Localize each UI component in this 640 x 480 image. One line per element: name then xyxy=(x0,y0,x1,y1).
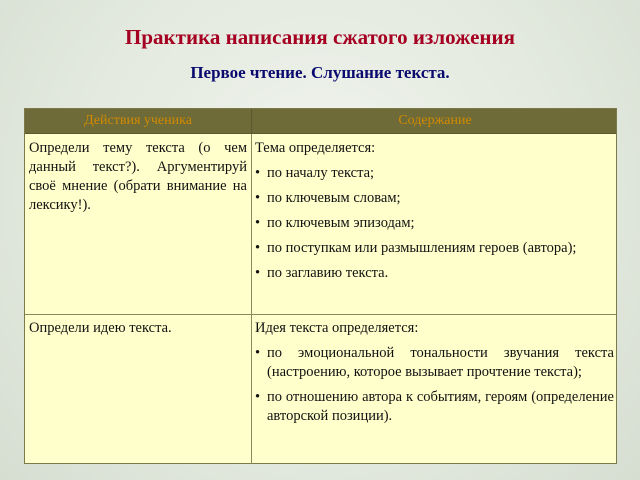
bullet-icon: • xyxy=(255,265,261,281)
header-content: Содержание xyxy=(251,109,618,134)
slide-subtitle: Первое чтение. Слушание текста. xyxy=(190,63,450,82)
row-1-content xyxy=(255,139,614,289)
bullet-icon: • xyxy=(255,190,261,206)
list-item: • по ключевым словам; xyxy=(255,190,401,206)
row-2-lead: Идея текста определяется: xyxy=(255,320,419,336)
table-header xyxy=(25,109,616,134)
row-2-action: Определи идею текста. xyxy=(29,320,172,336)
content-table xyxy=(24,108,617,464)
list-item: • по поступкам или размышлениям героев (автора); xyxy=(255,240,577,256)
bullet-icon: • xyxy=(255,165,261,181)
bullet-icon: • xyxy=(255,215,261,231)
bullet-icon: • xyxy=(255,389,261,405)
row-1-action: Определи тему текста (о чем данный текст?). Аргументируй своё мнение (обрати внимание на лексику!). xyxy=(29,140,247,213)
row-2-list xyxy=(255,344,614,426)
row-2-content xyxy=(255,319,614,432)
list-item: • по эмоциональной тональности звучания текста (настроению, которое вызывает прочтение текста); xyxy=(255,345,614,380)
list-item: • по ключевым эпизодам; xyxy=(255,215,415,231)
row-1-lead: Тема определяется: xyxy=(255,140,376,156)
header-actions: Действия ученика xyxy=(84,113,192,128)
list-item: • по отношению автора к событиям, героям (определение авторской позиции). xyxy=(255,389,614,424)
column-divider xyxy=(251,134,252,464)
bullet-icon: • xyxy=(255,240,261,256)
slide-title: Практика написания сжатого изложения xyxy=(125,25,515,49)
bullet-icon: • xyxy=(255,345,261,361)
list-item: • по началу текста; xyxy=(255,165,375,181)
list-item: • по заглавию текста. xyxy=(255,265,389,281)
row-divider xyxy=(25,314,616,315)
row-1-list xyxy=(255,164,614,283)
